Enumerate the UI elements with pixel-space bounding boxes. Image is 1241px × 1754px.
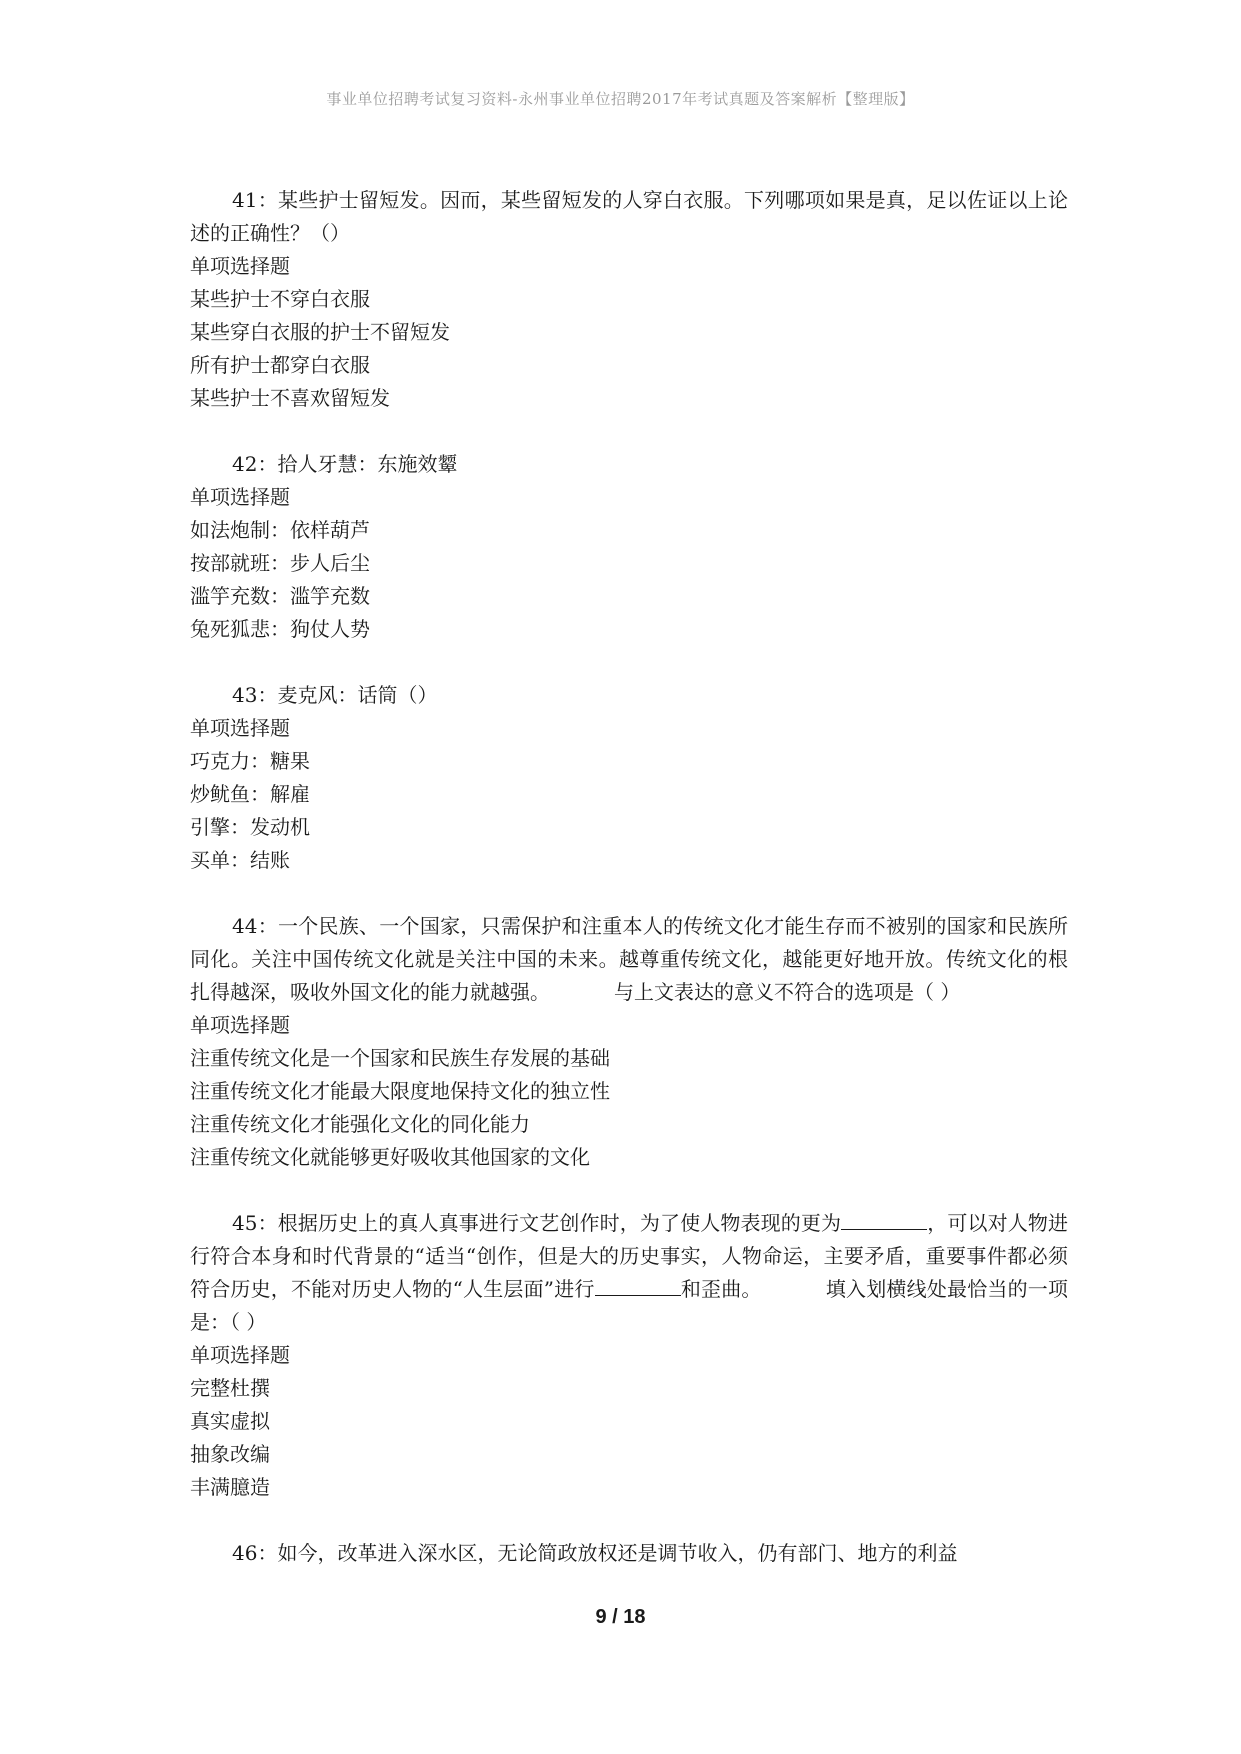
stem-text: 和歪曲。 xyxy=(680,1277,762,1301)
option: 引擎：发动机 xyxy=(190,815,310,839)
question-stem: 43：麦克风：话筒（） xyxy=(232,683,438,707)
fill-blank xyxy=(841,1207,927,1230)
question-46 xyxy=(190,1537,1068,1570)
option: 注重传统文化才能强化文化的同化能力 xyxy=(190,1112,530,1136)
stem-text: ，可以对人物进行符合本身和时代背景的“适当“创作，但是大的历史事实，人物命运，主要矛盾，重要事件都必须符合历史，不能对历史人物的“人生层面”进行 xyxy=(190,1211,1069,1301)
question-stem xyxy=(190,910,1068,1009)
question-type: 单项选择题 xyxy=(190,1013,290,1037)
question-44 xyxy=(190,910,1068,1174)
question-stem xyxy=(190,1207,1068,1339)
option: 注重传统文化就能够更好吸收其他国家的文化 xyxy=(190,1145,590,1169)
question-stem: 46：如今，改革进入深水区，无论简政放权还是调节收入，仍有部门、地方的利益 xyxy=(232,1541,958,1565)
question-type: 单项选择题 xyxy=(190,716,290,740)
question-type: 单项选择题 xyxy=(190,1343,290,1367)
option: 某些护士不喜欢留短发 xyxy=(190,386,390,410)
option: 巧克力：糖果 xyxy=(190,749,310,773)
question-stem: 42：拾人牙慧：东施效颦 xyxy=(232,452,458,476)
option: 注重传统文化是一个国家和民族生存发展的基础 xyxy=(190,1046,610,1070)
question-45 xyxy=(190,1207,1068,1504)
option: 买单：结账 xyxy=(190,848,290,872)
question-42 xyxy=(190,448,1068,646)
question-type: 单项选择题 xyxy=(190,485,290,509)
option: 所有护士都穿白衣服 xyxy=(190,353,370,377)
page-number: 9 / 18 xyxy=(595,1606,646,1628)
fill-blank xyxy=(595,1273,681,1296)
stem-prompt: 与上文表达的意义不符合的选项是（ ） xyxy=(614,980,961,1004)
question-type: 单项选择题 xyxy=(190,254,290,278)
option: 滥竽充数：滥竽充数 xyxy=(190,584,370,608)
document-body xyxy=(190,184,1068,1603)
option: 如法炮制：依样葫芦 xyxy=(190,518,370,542)
question-stem: 41：某些护士留短发。因而，某些留短发的人穿白衣服。下列哪项如果是真，足以佐证以上论述的正确性？（） xyxy=(190,188,1068,245)
option: 某些护士不穿白衣服 xyxy=(190,287,370,311)
option: 按部就班：步人后尘 xyxy=(190,551,370,575)
question-41 xyxy=(190,184,1068,415)
option: 炒鱿鱼：解雇 xyxy=(190,782,310,806)
option: 兔死狐悲：狗仗人势 xyxy=(190,617,370,641)
stem-text: 45：根据历史上的真人真事进行文艺创作时，为了使人物表现的更为 xyxy=(232,1211,842,1235)
document-header: 事业单位招聘考试复习资料-永州事业单位招聘2017年考试真题及答案解析【整理版】 xyxy=(326,90,915,108)
option: 完整杜撰 xyxy=(190,1376,270,1400)
option: 注重传统文化才能最大限度地保持文化的独立性 xyxy=(190,1079,610,1103)
option: 丰满臆造 xyxy=(190,1475,270,1499)
stem-prompt: 填入划横线处最恰当的一项是：（ ） xyxy=(190,1277,1069,1334)
question-43 xyxy=(190,679,1068,877)
option: 抽象改编 xyxy=(190,1442,270,1466)
option: 真实虚拟 xyxy=(190,1409,270,1433)
stem-text: 44：一个民族、一个国家，只需保护和注重本人的传统文化才能生存而不被别的国家和民族所同化。关注中国传统文化就是关注中国的未来。越尊重传统文化，越能更好地开放。传统文化的根扎得越深，吸收外国文化的能力就越强。 xyxy=(190,914,1068,1004)
option: 某些穿白衣服的护士不留短发 xyxy=(190,320,450,344)
